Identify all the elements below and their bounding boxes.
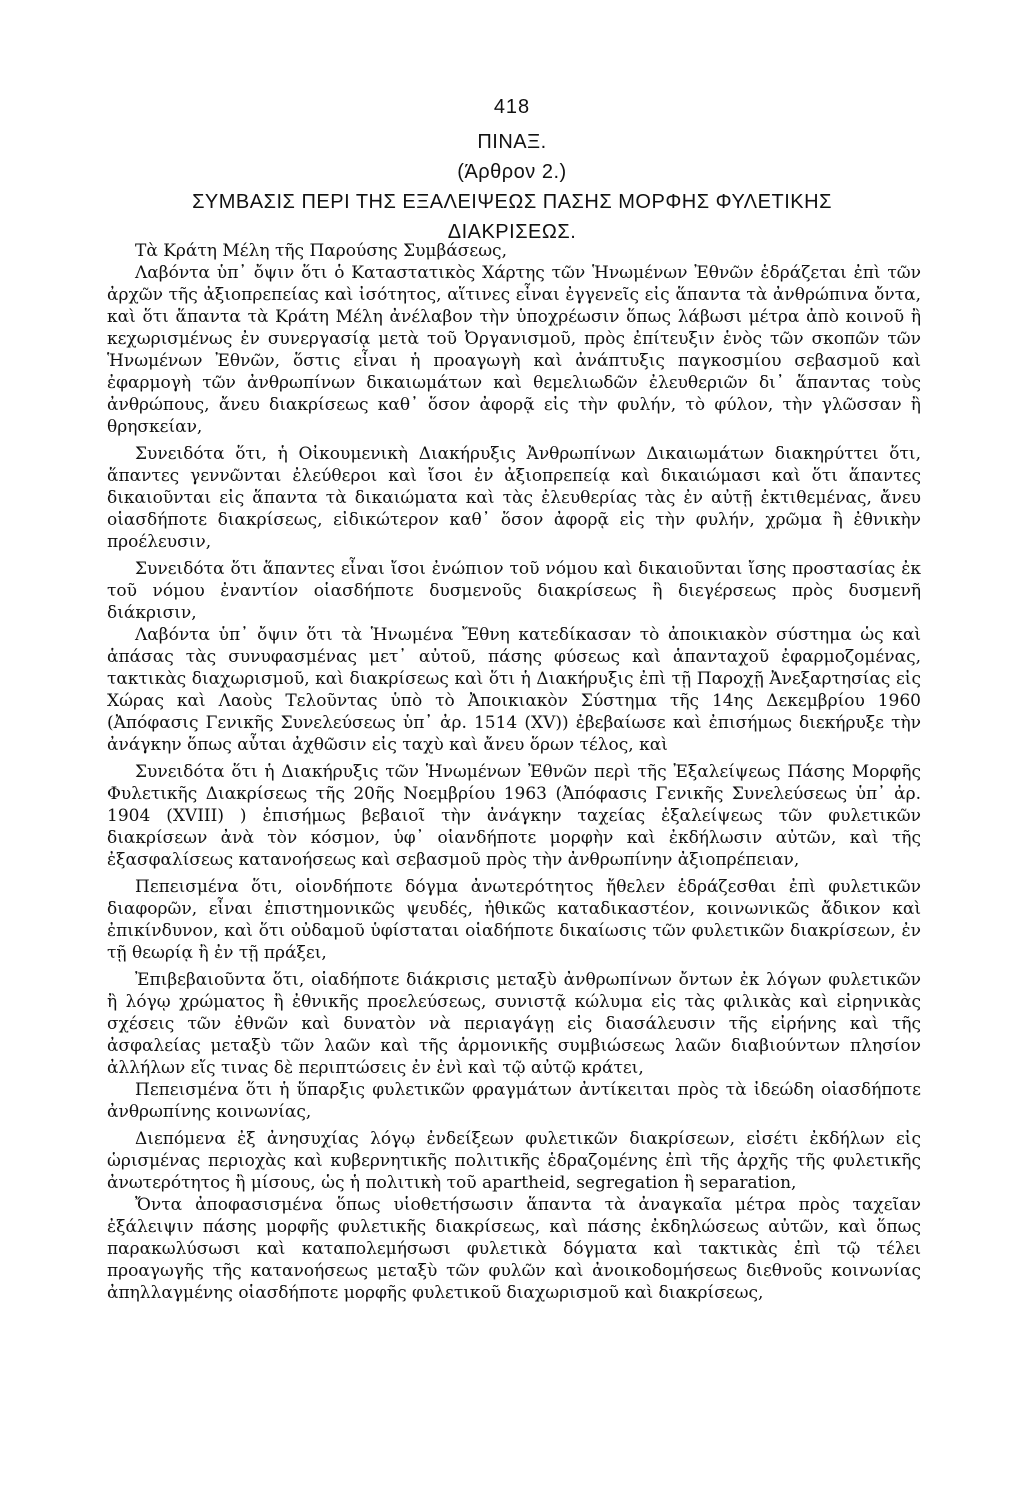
article-reference: (Άρθρον 2.)	[457, 161, 567, 183]
paragraph: Συνειδότα ὅτι ἅπαντες εἶναι ἴσοι ἐνώπιον τοῦ νόμου καὶ δικαιοῦνται ἴσης προστασίας ἐκ τοῦ νόμου ἐναντίον οἱασδήποτε δυσμενοῦς διακρίσεως ἢ διεγέρσεως πρὸς δυσμενῆ διάκρισιν,	[107, 559, 921, 623]
page-number: 418	[493, 96, 531, 118]
paragraph: Συνειδότα ὅτι, ἡ Οἰκουμενικὴ Διακήρυξις Ἀνθρωπίνων Δικαιωμάτων διακηρύττει ὅτι, ἅπαντες γεννῶνται ἐλεύθεροι καὶ ἴσοι ἐν ἀξιοπρεπείᾳ καὶ δικαιώμασι καὶ ὅτι ἅπαντες δικαιοῦνται εἰς ἅπαντα τὰ δικαιώματα καὶ τὰς ἐλευθερίας τὰς ἐν αὐτῇ ἐκτιθεμένας, ἄνευ οἱασδήποτε διακρίσεως, εἰδικώτερον καθ᾽ ὅσον ἀφορᾷ εἰς τὴν φυλήν, χρῶμα ἢ ἐθνικὴν προέλευσιν,	[107, 444, 921, 552]
section-heading: ΠΙΝΑΞ.	[477, 131, 547, 153]
paragraph: Διεπόμενα ἐξ ἀνησυχίας λόγῳ ἐνδείξεων φυλετικῶν διακρίσεων, εἰσέτι ἐκδήλων εἰς ὡρισμένας περιοχὰς καὶ κυβερνητικῆς πολιτικῆς ἑδραζομένης ἐπὶ τῆς ἀρχῆς τῆς φυλετικῆς ἀνωτερότητος ἢ μίσους, ὡς ἡ πολιτικὴ τοῦ apartheid, segregation ἢ separation,	[107, 1129, 921, 1193]
convention-title-line-1: ΣΥΜΒΑΣΙΣ ΠΕΡΙ ΤΗΣ ΕΞΑΛΕΙΨΕΩΣ ΠΑΣΗΣ ΜΟΡΦΗΣ ΦΥΛΕΤΙΚΗΣ	[192, 191, 832, 213]
paragraph: Συνειδότα ὅτι ἡ Διακήρυξις τῶν Ἡνωμένων Ἐθνῶν περὶ τῆς Ἐξαλείψεως Πάσης Μορφῆς Φυλετικῆς Διακρίσεως τῆς 20ῆς Νοεμβρίου 1963 (Ἀπόφασις Γενικῆς Συνελεύσεως ὑπ᾽ ἀρ. 1904 (XVIII) ) ἐπισήμως βεβαιοῖ τὴν ἀνάγκην ταχείας ἐξαλείψεως τῶν φυλετικῶν διακρίσεων ἀνὰ τὸν κόσμον, ὑφ᾽ οἱανδήποτε μορφὴν καὶ ἐκδήλωσιν αὐτῶν, καὶ τῆς ἐξασφαλίσεως κατανοήσεως καὶ σεβασμοῦ πρὸς τὴν ἀνθρωπίνην ἀξιοπρέπειαν,	[107, 762, 921, 870]
paragraph: Τὰ Κράτη Μέλη τῆς Παρούσης Συμβάσεως,	[135, 241, 507, 261]
document-body	[107, 240, 921, 1304]
convention-title-line-2: ΔΙΑΚΡΙΣΕΩΣ.	[447, 221, 577, 243]
paragraph: Λαβόντα ὑπ᾽ ὄψιν ὅτι ὁ Καταστατικὸς Χάρτης τῶν Ἡνωμένων Ἐθνῶν ἑδράζεται ἐπὶ τῶν ἀρχῶν τῆς ἀξιοπρεπείας καὶ ἰσότητος, αἵτινες εἶναι ἐγγενεῖς εἰς ἅπαντα τὰ ἀνθρώπινα ὄντα, καὶ ὅτι ἅπαντα τὰ Κράτη Μέλη ἀνέλαβον τὴν ὑποχρέωσιν ὅπως λάβωσι μέτρα ἀπὸ κοινοῦ ἢ κεχωρισμένως ἐν συνεργασίᾳ μετὰ τοῦ Ὀργανισμοῦ, πρὸς ἐπίτευξιν ἑνὸς τῶν σκοπῶν τῶν Ἡνωμένων Ἐθνῶν, ὅστις εἶναι ἡ προαγωγὴ καὶ ἀνάπτυξις παγκοσμίου σεβασμοῦ καὶ ἐφαρμογὴ τῶν ἀνθρωπίνων δικαιωμάτων καὶ θεμελιωδῶν ἐλευθεριῶν δι᾽ ἅπαντας τοὺς ἀνθρώπους, ἄνευ διακρίσεως καθ᾽ ὅσον ἀφορᾷ εἰς τὴν φυλήν, τὸ φύλον, τὴν γλῶσσαν ἢ θρησκείαν,	[107, 263, 921, 437]
paragraph: Λαβόντα ὑπ᾽ ὄψιν ὅτι τὰ Ἡνωμένα Ἔθνη κατεδίκασαν τὸ ἀποικιακὸν σύστημα ὡς καὶ ἁπάσας τὰς συνυφασμένας μετ᾽ αὐτοῦ, πάσης φύσεως καὶ ἁπανταχοῦ ἐφαρμοζομένας, τακτικὰς διαχωρισμοῦ, καὶ διακρίσεως καὶ ὅτι ἡ Διακήρυξις ἐπὶ τῇ Παροχῇ Ἀνεξαρτησίας εἰς Χώρας καὶ Λαοὺς Τελοῦντας ὑπὸ τὸ Ἀποικιακὸν Σύστημα τῆς 14ης Δεκεμβρίου 1960 (Ἀπόφασις Γενικῆς Συνελεύσεως ὑπ᾽ ἀρ. 1514 (XV)) ἐβεβαίωσε καὶ ἐπισήμως διεκήρυξε τὴν ἀνάγκην ὅπως αὗται ἀχθῶσιν εἰς ταχὺ καὶ ἄνευ ὅρων τέλος, καὶ	[107, 625, 921, 755]
paragraph: Ἐπιβεβαιοῦντα ὅτι, οἱαδήποτε διάκρισις μεταξὺ ἀνθρωπίνων ὄντων ἐκ λόγων φυλετικῶν ἢ λόγῳ χρώματος ἢ ἐθνικῆς προελεύσεως, συνιστᾷ κώλυμα εἰς τὰς φιλικὰς καὶ εἰρηνικὰς σχέσεις τῶν ἐθνῶν καὶ δυνατὸν νὰ περιαγάγῃ εἰς διασάλευσιν τῆς εἰρήνης καὶ τῆς ἀσφαλείας μεταξὺ τῶν λαῶν καὶ τῆς ἁρμονικῆς συμβιώσεως λαῶν διαβιούντων πλησίον ἀλλήλων εἴς τινας δὲ περιπτώσεις ἐν ἑνὶ καὶ τῷ αὐτῷ κράτει,	[107, 970, 921, 1078]
paragraph: Ὄντα ἀποφασισμένα ὅπως υἱοθετήσωσιν ἅπαντα τὰ ἀναγκαῖα μέτρα πρὸς ταχεῖαν ἐξάλειψιν πάσης μορφῆς φυλετικῆς διακρίσεως, καὶ πάσης ἐκδηλώσεως αὐτῶν, καὶ ὅπως παρακωλύσωσι καὶ καταπολεμήσωσι φυλετικὰ δόγματα καὶ τακτικὰς ἐπὶ τῷ τέλει προαγωγῆς τῆς κατανοήσεως μεταξὺ τῶν φυλῶν καὶ ἀνοικοδομήσεως διεθνοῦς κοινωνίας ἀπηλλαγμένης οἱασδήποτε μορφῆς φυλετικοῦ διαχωρισμοῦ καὶ διακρίσεως,	[107, 1195, 921, 1303]
document-header	[120, 127, 904, 247]
paragraph: Πεπεισμένα ὅτι ἡ ὕπαρξις φυλετικῶν φραγμάτων ἀντίκειται πρὸς τὰ ἰδεώδη οἱασδήποτε ἀνθρωπίνης κοινωνίας,	[107, 1080, 921, 1122]
paragraph: Πεπεισμένα ὅτι, οἱονδήποτε δόγμα ἀνωτερότητος ἤθελεν ἑδράζεσθαι ἐπὶ φυλετικῶν διαφορῶν, εἶναι ἐπιστημονικῶς ψευδές, ἠθικῶς καταδικαστέον, κοινωνικῶς ἄδικον καὶ ἐπικίνδυνον, καὶ ὅτι οὐδαμοῦ ὑφίσταται οἱαδήποτε δικαίωσις τῶν φυλετικῶν διακρίσεων, ἐν τῇ θεωρίᾳ ἢ ἐν τῇ πράξει,	[107, 877, 921, 963]
